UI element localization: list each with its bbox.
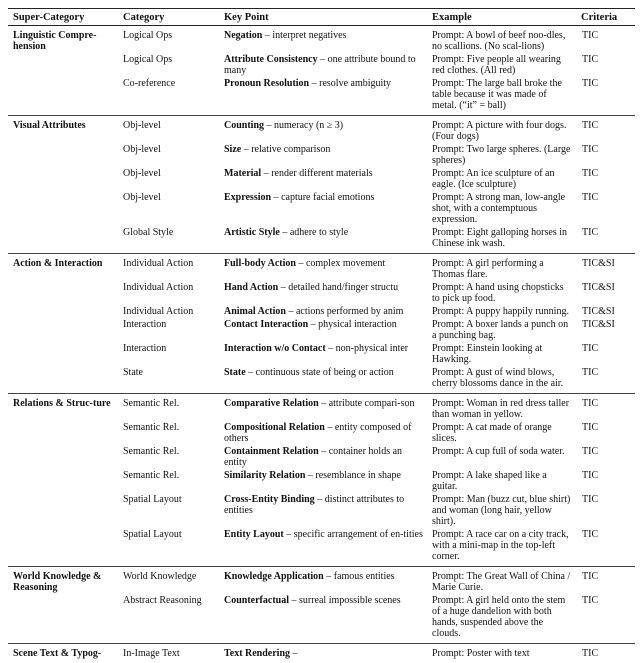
category-cell: Abstract Reasoning bbox=[118, 594, 219, 644]
super-category-cell bbox=[8, 342, 118, 366]
super-category-cell: Scene Text & Typog- bbox=[8, 644, 118, 663]
key-point-cell bbox=[219, 53, 427, 77]
example-cell: Prompt: A boxer lands a punch on a punching bag. bbox=[427, 318, 576, 342]
key-point-title: Artistic Style bbox=[224, 227, 280, 238]
category-cell: Global Style bbox=[118, 226, 219, 254]
example-cell: Prompt: A girl held onto the stem of a huge dandelion with both hands, suspended above the clouds. bbox=[427, 594, 576, 644]
super-category-cell bbox=[8, 366, 118, 394]
header-criteria: Criteria bbox=[576, 9, 635, 26]
super-category-cell bbox=[8, 469, 118, 493]
criteria-cell: TIC&SI bbox=[576, 318, 635, 342]
category-cell: Individual Action bbox=[118, 281, 219, 305]
key-point-title: Animal Action bbox=[224, 306, 286, 317]
key-point-cell bbox=[219, 366, 427, 394]
criteria-cell: TIC bbox=[576, 167, 635, 191]
table-row bbox=[8, 342, 635, 366]
key-point-description: – adhere to style bbox=[280, 227, 348, 238]
key-point-title: Text Rendering bbox=[224, 648, 290, 659]
category-cell: Interaction bbox=[118, 342, 219, 366]
criteria-cell: TIC bbox=[576, 77, 635, 116]
key-point-cell bbox=[219, 445, 427, 469]
key-point-title: Containment Relation bbox=[224, 446, 319, 457]
key-point-title: Knowledge Application bbox=[224, 571, 324, 582]
key-point-title: Pronoun Resolution bbox=[224, 78, 309, 89]
key-point-description: – one attribute bound to many bbox=[224, 54, 416, 76]
key-point-description: – specific arrangement of en-tities bbox=[284, 529, 423, 540]
key-point-title: Hand Action bbox=[224, 282, 278, 293]
table-row bbox=[8, 318, 635, 342]
key-point-cell bbox=[219, 281, 427, 305]
key-point-description: – distinct attributes to entities bbox=[224, 494, 404, 516]
criteria-cell: TIC bbox=[576, 469, 635, 493]
criteria-cell: TIC bbox=[576, 191, 635, 226]
table-row bbox=[8, 53, 635, 77]
table-row bbox=[8, 469, 635, 493]
key-point-cell bbox=[219, 116, 427, 144]
key-point-title: Negation bbox=[224, 30, 262, 41]
criteria-cell: TIC bbox=[576, 644, 635, 663]
key-point-description: – complex movement bbox=[296, 258, 385, 269]
example-cell: Prompt: Einstein looking at Hawking. bbox=[427, 342, 576, 366]
example-cell: Prompt: A gust of wind blows, cherry blossoms dance in the air. bbox=[427, 366, 576, 394]
example-cell: Prompt: A strong man, low-angle shot, with a contemptuous expression. bbox=[427, 191, 576, 226]
taxonomy-table bbox=[8, 8, 635, 663]
super-category-cell: Visual Attributes bbox=[8, 116, 118, 144]
example-cell: Prompt: A picture with four dogs. (Four dogs) bbox=[427, 116, 576, 144]
key-point-description: – famous entities bbox=[324, 571, 395, 582]
table-row bbox=[8, 167, 635, 191]
example-cell: Prompt: A girl performing a Thomas flare. bbox=[427, 254, 576, 282]
table-row bbox=[8, 567, 635, 595]
key-point-title: Interaction w/o Contact bbox=[224, 343, 326, 354]
super-category-cell bbox=[8, 167, 118, 191]
category-cell: Spatial Layout bbox=[118, 493, 219, 528]
table-row bbox=[8, 493, 635, 528]
super-category-cell bbox=[8, 594, 118, 644]
example-cell: Prompt: A race car on a city track, with a mini-map in the top-left corner. bbox=[427, 528, 576, 567]
key-point-description: – numeracy (n ≥ 3) bbox=[264, 120, 343, 131]
criteria-cell: TIC bbox=[576, 342, 635, 366]
key-point-description: – render different materials bbox=[261, 168, 372, 179]
super-category-cell bbox=[8, 226, 118, 254]
table-row bbox=[8, 305, 635, 318]
key-point-cell bbox=[219, 305, 427, 318]
example-cell: Prompt: An ice sculpture of an eagle. (Ice sculpture) bbox=[427, 167, 576, 191]
super-category-cell: Linguistic Compre-hension bbox=[8, 26, 118, 54]
example-cell: Prompt: Five people all wearing red clothes. (All red) bbox=[427, 53, 576, 77]
key-point-description: – entity composed of others bbox=[224, 422, 412, 444]
example-cell: Prompt: Man (buzz cut, blue shirt) and woman (long hair, yellow shirt). bbox=[427, 493, 576, 528]
key-point-cell bbox=[219, 254, 427, 282]
table-row bbox=[8, 644, 635, 663]
super-category-cell bbox=[8, 528, 118, 567]
category-cell: Interaction bbox=[118, 318, 219, 342]
criteria-cell: TIC bbox=[576, 143, 635, 167]
table-row bbox=[8, 191, 635, 226]
super-category-cell bbox=[8, 191, 118, 226]
table-row bbox=[8, 254, 635, 282]
table-row bbox=[8, 143, 635, 167]
category-cell: Individual Action bbox=[118, 305, 219, 318]
category-cell: In-Image Text bbox=[118, 644, 219, 663]
table-row bbox=[8, 281, 635, 305]
example-cell: Prompt: Poster with text bbox=[427, 644, 576, 663]
key-point-title: Counting bbox=[224, 120, 264, 131]
category-cell: Semantic Rel. bbox=[118, 445, 219, 469]
key-point-description: – capture facial emotions bbox=[271, 192, 374, 203]
key-point-cell bbox=[219, 143, 427, 167]
header-row bbox=[8, 9, 635, 26]
category-cell: Spatial Layout bbox=[118, 528, 219, 567]
key-point-title: Contact Interaction bbox=[224, 319, 308, 330]
category-cell: World Knowledge bbox=[118, 567, 219, 595]
criteria-cell: TIC&SI bbox=[576, 254, 635, 282]
category-cell: Individual Action bbox=[118, 254, 219, 282]
header-example: Example bbox=[427, 9, 576, 26]
super-category-cell: Relations & Struc-ture bbox=[8, 394, 118, 422]
key-point-cell bbox=[219, 528, 427, 567]
super-category-cell bbox=[8, 305, 118, 318]
key-point-description: – surreal impossible scenes bbox=[289, 595, 401, 606]
criteria-cell: TIC bbox=[576, 594, 635, 644]
super-category-cell bbox=[8, 143, 118, 167]
table-row bbox=[8, 77, 635, 116]
table-row bbox=[8, 366, 635, 394]
key-point-description: – detailed hand/finger structu bbox=[278, 282, 398, 293]
super-category-cell: Action & Interaction bbox=[8, 254, 118, 282]
key-point-title: Comparative Relation bbox=[224, 398, 319, 409]
criteria-cell: TIC bbox=[576, 116, 635, 144]
super-category-cell bbox=[8, 493, 118, 528]
key-point-title: Similarity Relation bbox=[224, 470, 305, 481]
super-category-cell bbox=[8, 281, 118, 305]
criteria-cell: TIC bbox=[576, 445, 635, 469]
header-key-point: Key Point bbox=[219, 9, 427, 26]
key-point-title: Full-body Action bbox=[224, 258, 296, 269]
category-cell: State bbox=[118, 366, 219, 394]
table-row bbox=[8, 594, 635, 644]
key-point-cell bbox=[219, 493, 427, 528]
category-cell: Semantic Rel. bbox=[118, 394, 219, 422]
key-point-title: Counterfactual bbox=[224, 595, 289, 606]
super-category-cell bbox=[8, 421, 118, 445]
key-point-cell bbox=[219, 167, 427, 191]
key-point-description: – resolve ambiguity bbox=[309, 78, 391, 89]
key-point-cell bbox=[219, 342, 427, 366]
criteria-cell: TIC bbox=[576, 421, 635, 445]
category-cell: Logical Ops bbox=[118, 53, 219, 77]
key-point-title: Material bbox=[224, 168, 261, 179]
example-cell: Prompt: A bowl of beef noo-dles, no scallions. (No scal-lions) bbox=[427, 26, 576, 54]
key-point-title: State bbox=[224, 367, 246, 378]
key-point-cell bbox=[219, 318, 427, 342]
category-cell: Obj-level bbox=[118, 191, 219, 226]
category-cell: Obj-level bbox=[118, 116, 219, 144]
key-point-title: Compositional Relation bbox=[224, 422, 325, 433]
key-point-title: Size bbox=[224, 144, 241, 155]
criteria-cell: TIC bbox=[576, 53, 635, 77]
key-point-cell bbox=[219, 226, 427, 254]
criteria-cell: TIC bbox=[576, 528, 635, 567]
category-cell: Obj-level bbox=[118, 143, 219, 167]
super-category-cell: World Knowledge & Reasoning bbox=[8, 567, 118, 595]
table-row bbox=[8, 445, 635, 469]
criteria-cell: TIC&SI bbox=[576, 281, 635, 305]
criteria-cell: TIC bbox=[576, 567, 635, 595]
table-container bbox=[8, 8, 635, 663]
criteria-cell: TIC bbox=[576, 394, 635, 422]
key-point-description: – physical interaction bbox=[308, 319, 397, 330]
key-point-cell bbox=[219, 644, 427, 663]
super-category-cell bbox=[8, 77, 118, 116]
key-point-cell bbox=[219, 77, 427, 116]
key-point-cell bbox=[219, 469, 427, 493]
header-super-category: Super-Category bbox=[8, 9, 118, 26]
key-point-description: – attribute compari-son bbox=[319, 398, 415, 409]
key-point-description: – interpret negatives bbox=[262, 30, 346, 41]
example-cell: Prompt: A lake shaped like a guitar. bbox=[427, 469, 576, 493]
key-point-cell bbox=[219, 594, 427, 644]
category-cell: Semantic Rel. bbox=[118, 469, 219, 493]
key-point-cell bbox=[219, 26, 427, 54]
key-point-title: Cross-Entity Binding bbox=[224, 494, 315, 505]
example-cell: Prompt: Eight galloping horses in Chinese ink wash. bbox=[427, 226, 576, 254]
example-cell: Prompt: A hand using chopsticks to pick up food. bbox=[427, 281, 576, 305]
header-category: Category bbox=[118, 9, 219, 26]
key-point-cell bbox=[219, 421, 427, 445]
criteria-cell: TIC&SI bbox=[576, 305, 635, 318]
criteria-cell: TIC bbox=[576, 226, 635, 254]
example-cell: Prompt: A cup full of soda water. bbox=[427, 445, 576, 469]
key-point-title: Entity Layout bbox=[224, 529, 284, 540]
table-row bbox=[8, 394, 635, 422]
key-point-cell bbox=[219, 394, 427, 422]
example-cell: Prompt: Woman in red dress taller than woman in yellow. bbox=[427, 394, 576, 422]
key-point-description: – non-physical inter bbox=[326, 343, 408, 354]
example-cell: Prompt: Two large spheres. (Large spheres) bbox=[427, 143, 576, 167]
category-cell: Logical Ops bbox=[118, 26, 219, 54]
example-cell: Prompt: A puppy happily running. bbox=[427, 305, 576, 318]
category-cell: Co-reference bbox=[118, 77, 219, 116]
table-row bbox=[8, 226, 635, 254]
criteria-cell: TIC bbox=[576, 366, 635, 394]
key-point-description: – bbox=[290, 648, 298, 659]
key-point-description: – container holds an entity bbox=[224, 446, 402, 468]
key-point-cell bbox=[219, 567, 427, 595]
example-cell: Prompt: The Great Wall of China / Marie Curie. bbox=[427, 567, 576, 595]
criteria-cell: TIC bbox=[576, 493, 635, 528]
table-row bbox=[8, 528, 635, 567]
key-point-description: – relative comparison bbox=[241, 144, 330, 155]
table-row bbox=[8, 26, 635, 54]
super-category-cell bbox=[8, 318, 118, 342]
example-cell: Prompt: A cat made of orange slices. bbox=[427, 421, 576, 445]
super-category-cell bbox=[8, 53, 118, 77]
key-point-title: Attribute Consistency bbox=[224, 54, 318, 65]
key-point-description: – resemblance in shape bbox=[305, 470, 401, 481]
super-category-cell bbox=[8, 445, 118, 469]
key-point-cell bbox=[219, 191, 427, 226]
key-point-description: – continuous state of being or action bbox=[246, 367, 394, 378]
example-cell: Prompt: The large ball broke the table because it was made of metal. (“it” = ball) bbox=[427, 77, 576, 116]
key-point-description: – actions performed by anim bbox=[286, 306, 403, 317]
table-row bbox=[8, 421, 635, 445]
key-point-title: Expression bbox=[224, 192, 271, 203]
category-cell: Obj-level bbox=[118, 167, 219, 191]
table-body bbox=[8, 26, 635, 663]
category-cell: Semantic Rel. bbox=[118, 421, 219, 445]
table-row bbox=[8, 116, 635, 144]
criteria-cell: TIC bbox=[576, 26, 635, 54]
